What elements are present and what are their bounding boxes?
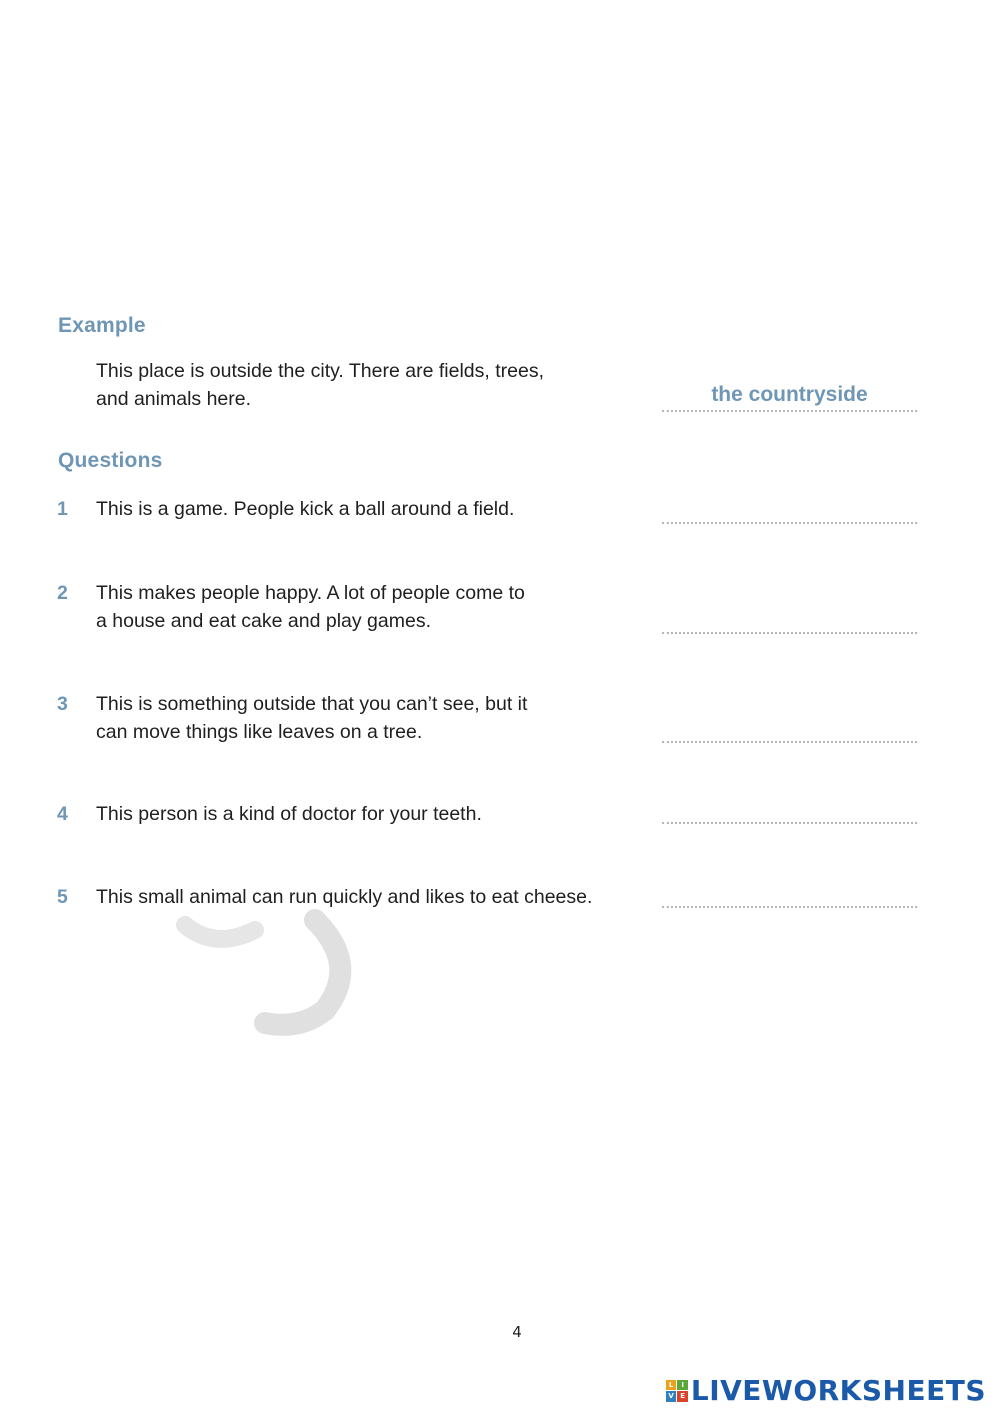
example-answer: the countryside [711,383,868,406]
answer-input-1[interactable] [662,492,917,522]
example-text [96,357,636,413]
question-text-line1: This is a game. People kick a ball around a field. [96,498,515,520]
brand-footer [666,1374,986,1407]
question-text-line1: This is something outside that you can’t see, but it [96,693,528,715]
answer-input-2[interactable] [662,602,917,632]
question-text [96,495,636,523]
answer-input-4[interactable] [662,792,917,822]
question-number: 4 [57,803,68,825]
answer-input-5[interactable] [662,876,917,906]
question-text [96,800,636,828]
answer-line-2 [662,632,917,634]
question-text-line1: This makes people happy. A lot of people come to [96,582,525,604]
question-number: 2 [57,582,68,604]
questions-heading: Questions [58,449,163,472]
page-number: 4 [512,1323,522,1341]
example-heading: Example [58,314,146,337]
logo-letter: I [677,1380,688,1391]
example-text-line2: and animals here. [96,388,252,410]
question-text [96,579,636,635]
watermark-arc-icon [175,905,365,1045]
answer-line-5 [662,906,917,908]
question-number: 3 [57,693,68,715]
logo-letter: L [666,1380,677,1391]
question-text-line2: can move things like leaves on a tree. [96,721,423,743]
question-text [96,690,636,746]
liveworksheets-logo-icon [666,1380,688,1402]
answer-input-3[interactable] [662,711,917,741]
question-number: 1 [57,498,68,520]
example-text-line1: This place is outside the city. There are fields, trees, [96,360,544,382]
question-text-line1: This small animal can run quickly and likes to eat cheese. [96,886,593,908]
answer-line-3 [662,741,917,743]
answer-line-1 [662,522,917,524]
question-text-line1: This person is a kind of doctor for your teeth. [96,803,482,825]
question-text-line2: a house and eat cake and play games. [96,610,431,632]
question-number: 5 [57,886,68,908]
answer-line-4 [662,822,917,824]
logo-letter: E [677,1391,688,1402]
brand-name: LIVEWORKSHEETS [690,1374,986,1407]
logo-letter: V [666,1391,677,1402]
example-answer-line [662,410,917,412]
